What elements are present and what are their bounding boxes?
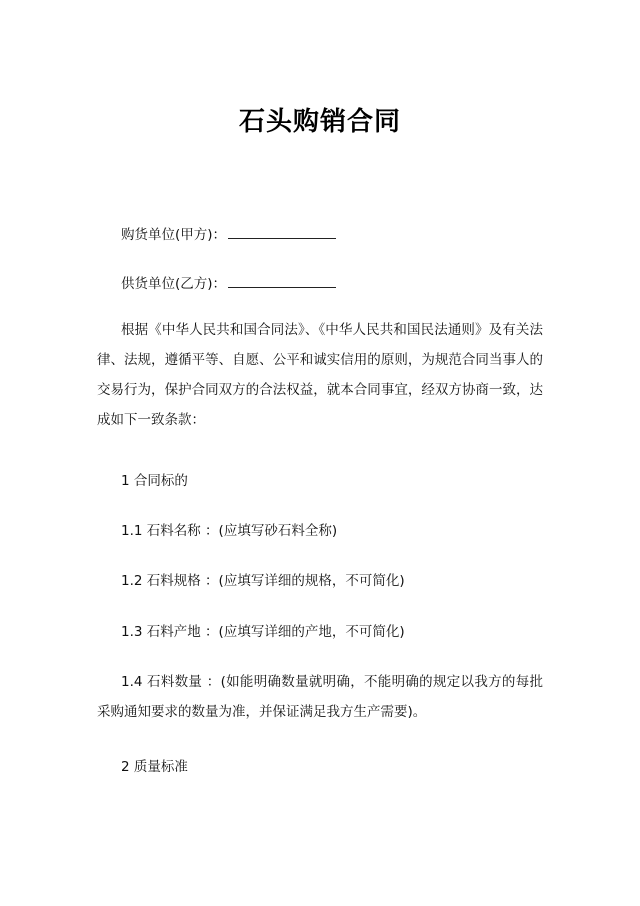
item-1-3: 1.3 石料产地 ：(应填写详细的产地，不可简化)	[121, 624, 405, 640]
seller-line	[121, 273, 336, 293]
preamble-paragraph: 根据《中华人民共和国合同法》、《中华人民共和国民法通则》及有关法律、法规，遵循平等、自愿、公平和诚实信用的原则，为规范合同当事人的交易行为，保护合同双方的合法权益，就本合同事宜，经双方协商一致，达成如下一致条款：	[97, 322, 543, 428]
seller-blank	[228, 273, 336, 288]
section-1-heading: 1 合同标的	[121, 473, 188, 489]
item-1-4: 1.4 石料数量 ：(如能明确数量就明确，不能明确的规定以我方的每批采购通知要求的数量为准，并保证满足我方生产需要)。	[97, 674, 543, 720]
buyer-blank	[228, 224, 336, 239]
section-2-heading: 2 质量标准	[121, 759, 188, 775]
item-1-1: 1.1 石料名称 ：(应填写砂石料全称)	[121, 523, 338, 539]
document-title: 石头购销合同	[238, 107, 401, 137]
item-1-2: 1.2 石料规格 ：(应填写详细的规格，不可简化)	[121, 573, 405, 589]
seller-label: 供货单位(乙方)：	[121, 276, 227, 292]
buyer-label: 购货单位(甲方)：	[121, 227, 227, 243]
buyer-line	[121, 224, 336, 244]
